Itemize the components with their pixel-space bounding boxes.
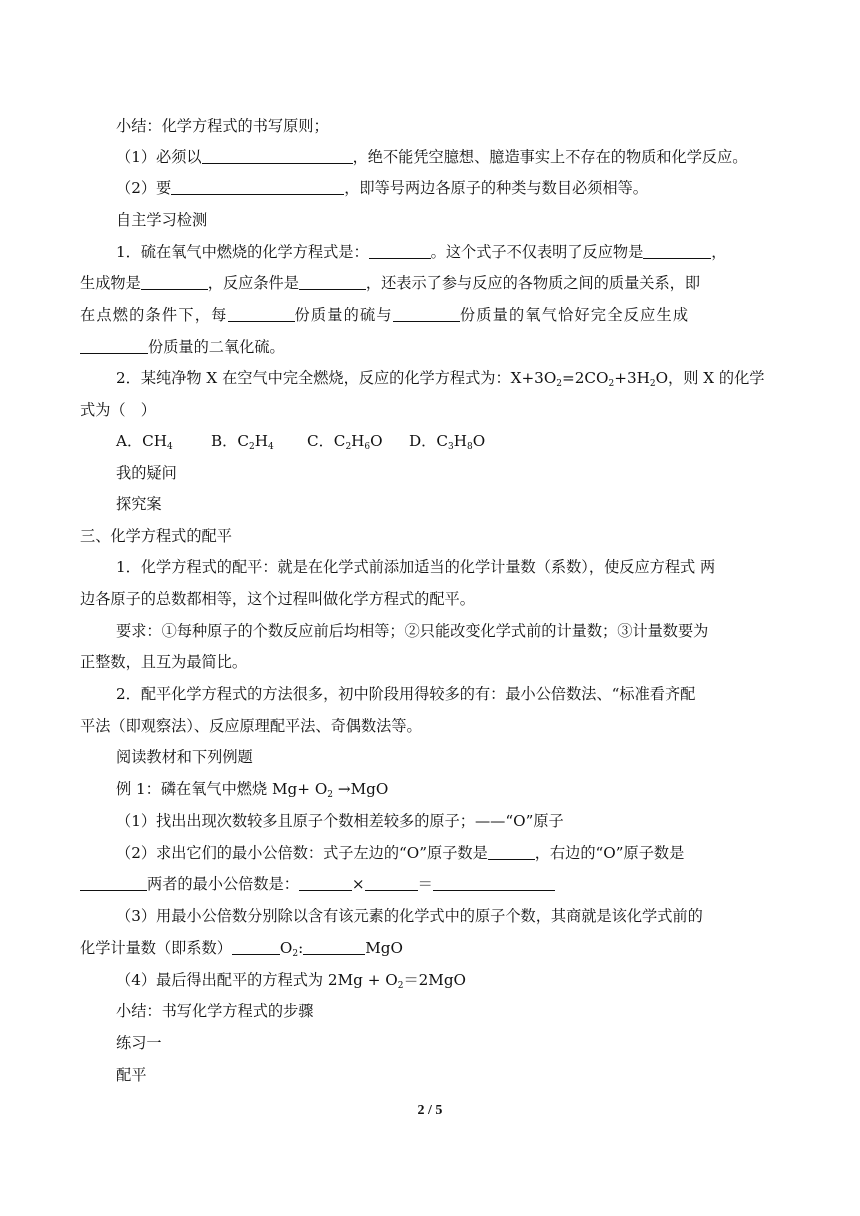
- rule-1-prefix: （1）必须以: [116, 148, 202, 166]
- self-check-title-text: 自主学习检测: [116, 211, 208, 229]
- s3-req-text-1: 要求：①每种原子的个数反应前后均相等；②只能改变化学式前的计量数；③计量数要为: [116, 622, 709, 640]
- q1-text-i: 份质量的氧气恰好完全反应生成: [459, 306, 690, 324]
- blank-q1-products[interactable]: [141, 275, 208, 290]
- section-3-title-text: 三、化学方程式的配平: [80, 527, 232, 545]
- q1-line-4: [80, 337, 285, 357]
- step-4-text-b: ＝2MgO: [403, 971, 467, 989]
- step-2-text-b: ，右边的“O”原子数是: [534, 844, 685, 862]
- q1-text-e: ，反应条件是: [207, 274, 299, 292]
- blank-lcm-result[interactable]: [433, 876, 555, 891]
- q1-line-2: [80, 273, 700, 293]
- blank-q1-reactants[interactable]: [643, 244, 711, 259]
- balance-heading-text: 配平: [116, 1066, 147, 1084]
- option-c-sub-2: 6: [364, 442, 371, 452]
- option-b-text: B．C: [211, 432, 249, 450]
- my-questions-text: 我的疑问: [116, 464, 177, 482]
- option-d-text: D．C: [409, 432, 448, 450]
- example-1-text-a: 例 1：磷在氧气中燃烧 Mg+ O: [116, 780, 328, 798]
- section-3-title: [80, 526, 232, 546]
- rule-2-prefix: （2）要: [116, 179, 172, 197]
- step-4-text-a: （4）最后得出配平的方程式为 2Mg + O: [116, 971, 398, 989]
- summary-2-text: 小结：书写化学方程式的步骤: [116, 1002, 314, 1020]
- blank-lcm-factor-2[interactable]: [365, 876, 418, 891]
- blank-right-o-count[interactable]: [80, 876, 147, 891]
- rule-1-suffix: ，绝不能凭空臆想、臆造事实上不存在的物质和化学反应。: [352, 148, 748, 166]
- step-2-line-2: [80, 874, 555, 894]
- q1-text-f: ，还表示了参与反应的各物质之间的质量关系，即: [365, 274, 700, 292]
- q2-options: [116, 431, 485, 451]
- q2-text-a: 2．某纯净物 X 在空气中完全燃烧，反应的化学方程式为：X+3O: [116, 369, 557, 387]
- step-3-text-b: 化学计量数（即系数）: [80, 939, 232, 957]
- equals-sign: ＝: [417, 875, 433, 893]
- blank-lcm-factor-1[interactable]: [299, 876, 352, 891]
- s3-p2-text-2: 平法（即观察法）、反应原理配平法、奇偶数法等。: [80, 717, 422, 735]
- q1-text-a: 1．硫在氧气中燃烧的化学方程式是：: [116, 243, 369, 261]
- q2-sub-2: 2: [608, 379, 615, 389]
- step-3-o: O: [279, 939, 293, 957]
- option-d-o: O: [472, 432, 486, 450]
- read-instruction: [116, 747, 253, 767]
- blank-rule-1[interactable]: [202, 149, 353, 164]
- explore-heading-text: 探究案: [116, 495, 162, 513]
- step-4-sub: 2: [397, 981, 404, 991]
- q2-line-2: [80, 400, 156, 420]
- page-number: 2 / 5: [417, 1103, 443, 1118]
- step-3-colon: :: [298, 939, 304, 957]
- option-a-text: A．CH: [116, 432, 168, 450]
- option-c-text: C．C: [307, 432, 346, 450]
- balance-heading: [116, 1065, 146, 1085]
- s3-p2-text-1: 2．配平化学方程式的方法很多，初中阶段用得较多的有：最小公倍数法、“标准看齐配: [116, 685, 696, 703]
- s3-req-line-2: [80, 652, 247, 672]
- step-2-text-a: （2）求出它们的最小公倍数：式子左边的“O”原子数是: [116, 844, 488, 862]
- q2-text-c: +3H: [614, 369, 650, 387]
- step-2-line-1: [116, 843, 684, 863]
- q1-text-h: 份质量的硫与: [294, 306, 393, 324]
- s3-p2-line-2: [80, 716, 422, 736]
- q2-text-b: =2CO: [562, 369, 609, 387]
- blank-q1-so2-mass[interactable]: [80, 339, 148, 354]
- q2-text-e: 式为（ ）: [80, 401, 156, 419]
- option-b-h: H: [254, 432, 268, 450]
- blank-q1-equation[interactable]: [369, 244, 431, 259]
- summary-title-text: 小结：化学方程式的书写原则；: [116, 117, 329, 135]
- option-a[interactable]: [116, 431, 211, 451]
- option-d-sub-1: 3: [448, 442, 454, 452]
- practice-1-text: 练习一: [116, 1034, 162, 1052]
- rule-2: [116, 178, 648, 198]
- option-c-sub-1: 2: [345, 442, 352, 452]
- step-1-text: （1）找出出现次数较多且原子个数相差较多的原子；——“O”原子: [116, 812, 564, 830]
- step-3-text-a: （3）用最小公倍数分别除以含有该元素的化学式中的原子个数，其商就是该化学式前的: [116, 907, 703, 925]
- q1-text-g: 在点燃的条件下，每: [80, 306, 228, 324]
- option-a-sub: 4: [167, 442, 173, 452]
- q1-text-j: 份质量的二氧化硫。: [148, 338, 285, 356]
- explore-heading: [116, 494, 162, 514]
- blank-coeff-o2[interactable]: [232, 940, 280, 955]
- q1-text-d: 生成物是: [80, 274, 141, 292]
- my-questions: [116, 463, 177, 483]
- q2-sub-3: 2: [649, 379, 656, 389]
- s3-p1-line-1: [116, 557, 715, 577]
- option-d-h: H: [453, 432, 467, 450]
- step-4: [116, 970, 466, 990]
- blank-left-o-count[interactable]: [488, 845, 535, 860]
- blank-q1-condition[interactable]: [299, 275, 366, 290]
- s3-req-line-1: [116, 621, 708, 641]
- option-b-sub-1: 2: [248, 442, 255, 452]
- blank-coeff-mgo[interactable]: [303, 940, 365, 955]
- s3-req-text-2: 正整数，且互为最简比。: [80, 653, 248, 671]
- q2-line-1: [116, 368, 764, 388]
- option-d[interactable]: [409, 431, 485, 451]
- example-1-sub: 2: [327, 790, 334, 800]
- practice-1: [116, 1033, 162, 1053]
- blank-q1-sulfur-mass[interactable]: [228, 307, 295, 322]
- s3-p1-line-2: [80, 589, 475, 609]
- blank-rule-2[interactable]: [171, 180, 344, 195]
- option-c[interactable]: [307, 431, 409, 451]
- q2-sub-1: 2: [556, 379, 563, 389]
- option-d-sub-2: 8: [466, 442, 473, 452]
- step-1: [116, 811, 564, 831]
- s3-p1-text-1: 1．化学方程式的配平：就是在化学式前添加适当的化学计量数（系数），使反应方程式 两: [116, 558, 716, 576]
- rule-1: [116, 147, 747, 167]
- q1-text-b: 。这个式子不仅表明了反应物是: [430, 243, 644, 261]
- option-c-o: O: [370, 432, 383, 450]
- self-check-title: [116, 210, 207, 230]
- multiply-sign: ×: [351, 875, 365, 893]
- option-b[interactable]: [211, 431, 307, 451]
- step-3-line-1: [116, 906, 703, 926]
- step-3-mgo: MgO: [365, 939, 403, 957]
- read-instruction-text: 阅读教材和下列例题: [116, 748, 253, 766]
- rule-2-suffix: ，即等号两边各原子的种类与数目必须相等。: [344, 179, 648, 197]
- q1-line-1: [116, 242, 726, 262]
- option-c-h: H: [351, 432, 365, 450]
- example-1: [116, 779, 388, 799]
- blank-q1-oxygen-mass[interactable]: [393, 307, 460, 322]
- q1-line-3: [80, 305, 689, 325]
- s3-p2-line-1: [116, 684, 695, 704]
- step-2-text-c: 两者的最小公倍数是：: [147, 875, 299, 893]
- s3-p1-text-2: 边各原子的总数都相等，这个过程叫做化学方程式的配平。: [80, 590, 475, 608]
- q2-text-d: O，则 X 的化学: [655, 369, 765, 387]
- step-3-sub: 2: [292, 949, 299, 959]
- summary-title: [116, 116, 329, 136]
- q1-text-c: ，: [711, 243, 727, 261]
- summary-2: [116, 1001, 313, 1021]
- option-b-sub-2: 4: [267, 442, 274, 452]
- step-3-line-2: [80, 938, 403, 958]
- example-1-text-b: →MgO: [333, 780, 389, 798]
